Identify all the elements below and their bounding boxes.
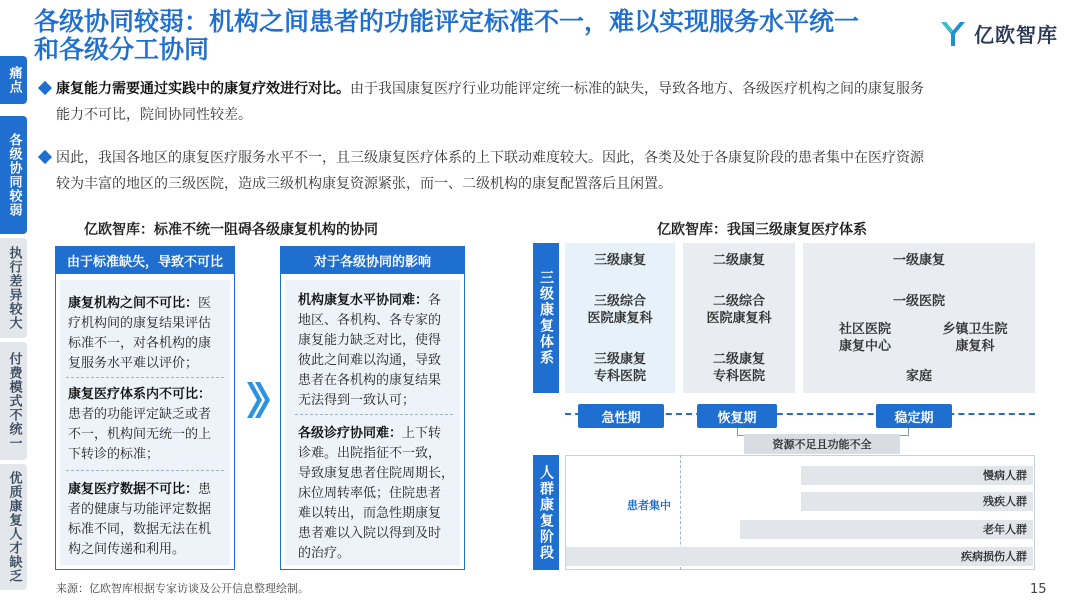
left-panel-title: 亿欧智库：标准不统一阻碍各级康复机构的协同 (84, 222, 378, 238)
phase-acute: 急性期 (578, 404, 664, 428)
tier-2-specialty: 二级康复 专科医院 (712, 352, 765, 384)
nav-item-label: 付费模式不统一 (6, 352, 22, 450)
population-bar-elderly: 老年人群 (740, 520, 1033, 539)
title-line-1: 各级协同较弱：机构之间患者的功能评定标准不一，难以实现服务水平统一 (34, 7, 860, 36)
nav-item-coordination[interactable] (0, 116, 27, 234)
tier-3-general: 三级综合 医院康复科 (587, 294, 653, 326)
title-line-2: 和各级分工协同 (34, 35, 210, 64)
impact-item-1: 机构康复水平协同难：各 地区、各机构、各专家的 康复能力缺乏对比，使得 彼此之间难以沟通，导致 患者在各机构的康复结果 无法得到一致认可； (298, 293, 442, 408)
bullet-1-text: 由于我国康复医疗行业功能评定统一标准的缺失，导致各地方、各级医疗机构之间的康复服务 (350, 81, 924, 97)
population-bar-injury: 疾病损伤人群 (566, 547, 1033, 566)
tier-3-specialty: 三级康复 专科医院 (593, 352, 646, 384)
bullet-2-line-1: 因此，我国各地区的康复医疗服务水平不一，且三级康复医疗体系的上下联动难度较大。因此，各类及处于各康复阶段的患者集中在医疗资源 (56, 150, 924, 166)
column-cause-header: 由于标准缺失，导致不可比 (55, 246, 235, 274)
nav-item-payment[interactable] (0, 342, 27, 460)
concentration-label: 患者集中 (627, 499, 671, 512)
tier-1-community: 社区医院 康复中心 (838, 322, 891, 354)
source-note: 来源：亿欧智库根据专家访谈及公开信息整理绘制。 (56, 582, 309, 595)
column-impact-header: 对于各级协同的影响 (280, 246, 465, 274)
bullet-1-line-2: 能力不可比，院间协同性较差。 (56, 107, 252, 123)
impact-item-2: 各级诊疗协同难：上下转 诊难。出院指征不一致， 导致康复患者住院周期长， 床位周转率低；住院患者 难以转出，而急性期康复 患者难以入院以得到及时 的治疗。 (298, 426, 455, 561)
tier-3-head: 三级康复 (593, 253, 646, 268)
population-bar-disabled: 残疾人群 (801, 492, 1033, 511)
diamond-bullet-icon (38, 81, 52, 95)
page-title (34, 8, 934, 64)
chevron-right-icon (245, 380, 271, 420)
diamond-bullet-icon (38, 150, 52, 164)
nav-item-label: 痛点 (6, 66, 22, 94)
phase-stable: 稳定期 (876, 404, 952, 428)
nav-item-pain-points[interactable] (0, 56, 27, 104)
phase-recovery: 恢复期 (697, 404, 777, 428)
page-number: 15 (1030, 582, 1047, 597)
tier-1-hospital: 一级医院 (892, 294, 945, 309)
system-label: 三级康复体系 (533, 243, 559, 393)
divider (66, 377, 224, 378)
bullet-1 (40, 76, 1050, 128)
nav-item-label: 各级协同较弱 (6, 133, 22, 217)
right-panel-title: 亿欧智库：我国三级康复医疗体系 (657, 222, 867, 238)
nav-item-execution[interactable] (0, 238, 27, 338)
tier-1-township: 乡镇卫生院 康复科 (942, 322, 1008, 354)
nav-item-talent[interactable] (0, 464, 27, 590)
bullet-1-bold: 康复能力需要通过实践中的康复疗效进行对比。 (56, 81, 350, 97)
tier-1-head: 一级康复 (892, 253, 945, 268)
nav-item-label: 优质康复人才缺乏 (6, 471, 22, 583)
shortage-label: 资源不足且功能不全 (744, 434, 900, 454)
tier-2-head: 二级康复 (712, 253, 765, 268)
bullet-2-line-2: 较为丰富的地区的三级医院，造成三级机构康复资源紧张，而一、二级机构的康复配置落后且闲置。 (56, 176, 672, 192)
tier-2-general: 二级综合 医院康复科 (706, 294, 772, 326)
population-bar-chronic: 慢病人群 (801, 466, 1033, 485)
cause-item-1: 康复机构之间不可比：医 疗机构间的康复结果评估 标准不一，对各机构的康 复服务水平难以评价； (68, 296, 212, 371)
cause-item-2: 康复医疗体系内不可比： 患者的功能评定缺乏或者 不一，机构间无统一的上 下转诊的标准； (68, 387, 212, 462)
tier-1-home: 家庭 (905, 369, 932, 384)
stage-label: 人群康复阶段 (533, 455, 559, 570)
bullet-2 (40, 145, 1050, 197)
divider (295, 414, 453, 415)
brand-logo (938, 16, 1066, 50)
nav-item-label: 执行差异较大 (6, 246, 22, 330)
divider (66, 470, 224, 471)
logo-icon (938, 18, 968, 48)
logo-text: 亿欧智库 (974, 22, 1058, 47)
cause-item-3: 康复医疗数据不可比：患 者的健康与功能评定数据 标准不同，数据无法在机 构之间传递和利用。 (68, 482, 212, 557)
